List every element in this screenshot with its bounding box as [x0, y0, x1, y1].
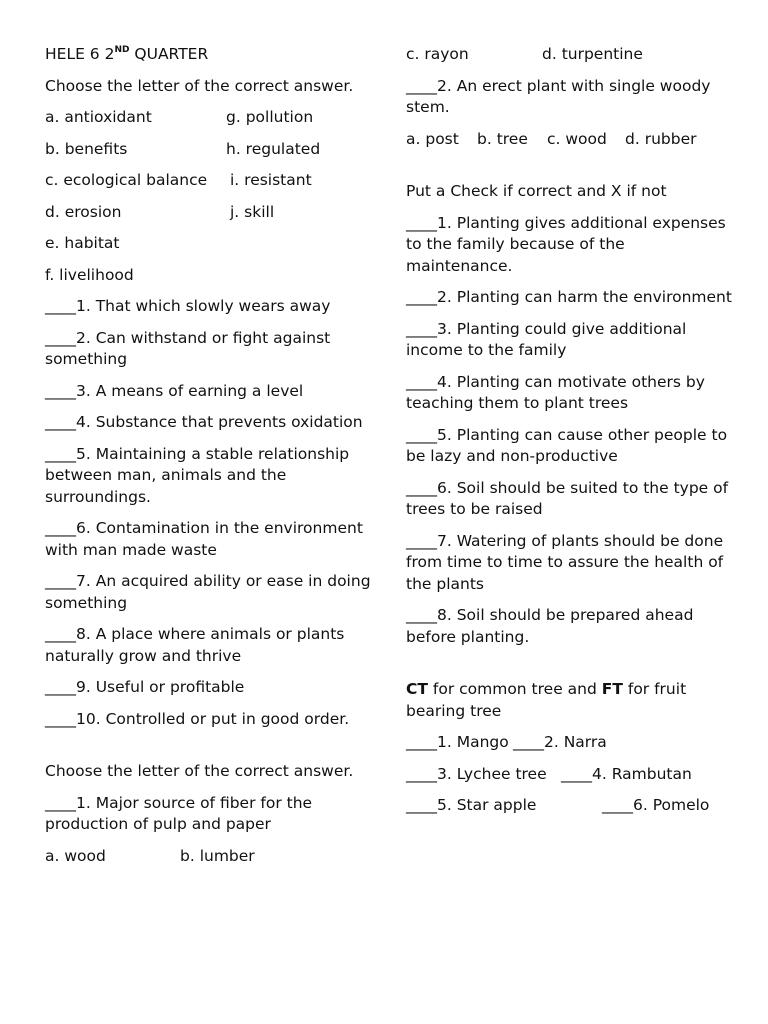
matching-item: ____7. An acquired ability or ease in doing something	[45, 572, 371, 612]
tree-row	[406, 764, 736, 786]
choice-d: d. erosion	[45, 202, 122, 221]
left-column	[45, 44, 375, 877]
spacer	[406, 658, 736, 679]
instruction-multiple-choice: Choose the letter of the correct answer.	[45, 762, 354, 780]
choice-b: b. benefits	[45, 139, 128, 158]
matching-item: ____9. Useful or profitable	[45, 678, 245, 696]
mc-option-a: a. wood	[45, 846, 106, 865]
spacer	[45, 740, 375, 761]
choice-g: g. pollution	[226, 108, 314, 126]
check-item: ____4. Planting can motivate others by teaching them to plant trees	[406, 372, 705, 412]
choice-i: i. resistant	[230, 171, 312, 189]
tree-item: ____2. Narra	[513, 733, 607, 751]
mc-options-row	[406, 129, 736, 151]
tree-item: ____3. Lychee tree	[406, 764, 547, 783]
instruction-text: for fruit bearing tree	[406, 680, 687, 720]
matching-item: ____4. Substance that prevents oxidation	[45, 413, 363, 431]
check-item: ____7. Watering of plants should be done from time to time to assure the health of the plants	[406, 531, 724, 593]
mc-option-a: a. post	[406, 129, 459, 148]
check-item: ____5. Planting can cause other people to be lazy and non-productive	[406, 425, 728, 465]
ft-label: FT	[601, 680, 623, 698]
tree-row	[406, 795, 736, 817]
mc-options-row	[406, 44, 736, 66]
choice-row	[45, 107, 375, 129]
tree-item: ____1. Mango	[406, 733, 509, 751]
tree-item: ____5. Star apple	[406, 796, 537, 814]
choice-a: a. antioxidant	[45, 108, 152, 126]
instruction-check: Put a Check if correct and X if not	[406, 182, 667, 200]
spacer	[406, 160, 736, 181]
choice-row	[45, 139, 375, 161]
mc-options-row	[45, 846, 375, 868]
matching-item: ____1. That which slowly wears away	[45, 297, 331, 315]
tree-item: ____6. Pomelo	[602, 796, 710, 814]
mc-option-c: c. rayon	[406, 45, 469, 63]
check-item: ____1. Planting gives additional expenses to the family because of the maintenance.	[406, 213, 726, 275]
title-prefix: HELE 6 2	[45, 45, 115, 63]
instruction-text: for common tree and	[427, 680, 602, 698]
choice-e: e. habitat	[45, 234, 120, 252]
mc-question-1: ____1. Major source of fiber for the production of pulp and paper	[45, 793, 313, 833]
right-column	[406, 44, 736, 827]
tree-item: ____4. Rambutan	[561, 764, 692, 783]
choice-f: f. livelihood	[45, 265, 134, 284]
title-suffix: QUARTER	[129, 45, 209, 63]
check-item: ____2. Planting can harm the environment	[406, 288, 732, 306]
instruction-matching: Choose the letter of the correct answer.	[45, 76, 354, 95]
matching-item: ____8. A place where animals or plants naturally grow and thrive	[45, 625, 345, 665]
choice-j: j. skill	[230, 202, 275, 221]
ct-label: CT	[406, 680, 428, 698]
matching-item: ____10. Controlled or put in good order.	[45, 709, 350, 728]
check-item: ____8. Soil should be prepared ahead before planting.	[406, 606, 694, 646]
instruction-tree-type	[406, 679, 736, 722]
mc-option-d: d. rubber	[625, 129, 697, 148]
mc-question-2: ____2. An erect plant with single woody stem.	[406, 76, 711, 116]
title-superscript: ND	[114, 44, 130, 55]
choice-h: h. regulated	[226, 139, 321, 158]
matching-item: ____6. Contamination in the environment with man made waste	[45, 519, 363, 559]
matching-item: ____5. Maintaining a stable relationship between man, animals and the surroundings.	[45, 444, 350, 506]
choice-row	[45, 170, 375, 192]
check-item: ____6. Soil should be suited to the type of trees to be raised	[406, 478, 729, 518]
mc-option-d: d. turpentine	[542, 45, 643, 63]
check-item: ____3. Planting could give additional income to the family	[406, 319, 687, 359]
mc-option-c: c. wood	[547, 129, 607, 148]
mc-option-b: b. tree	[477, 129, 528, 148]
tree-row	[406, 732, 736, 754]
mc-option-b: b. lumber	[180, 846, 255, 865]
matching-item: ____2. Can withstand or fight against something	[45, 328, 331, 368]
choice-c: c. ecological balance	[45, 171, 208, 189]
worksheet-title	[45, 44, 375, 66]
matching-item: ____3. A means of earning a level	[45, 381, 304, 400]
choice-row	[45, 202, 375, 224]
